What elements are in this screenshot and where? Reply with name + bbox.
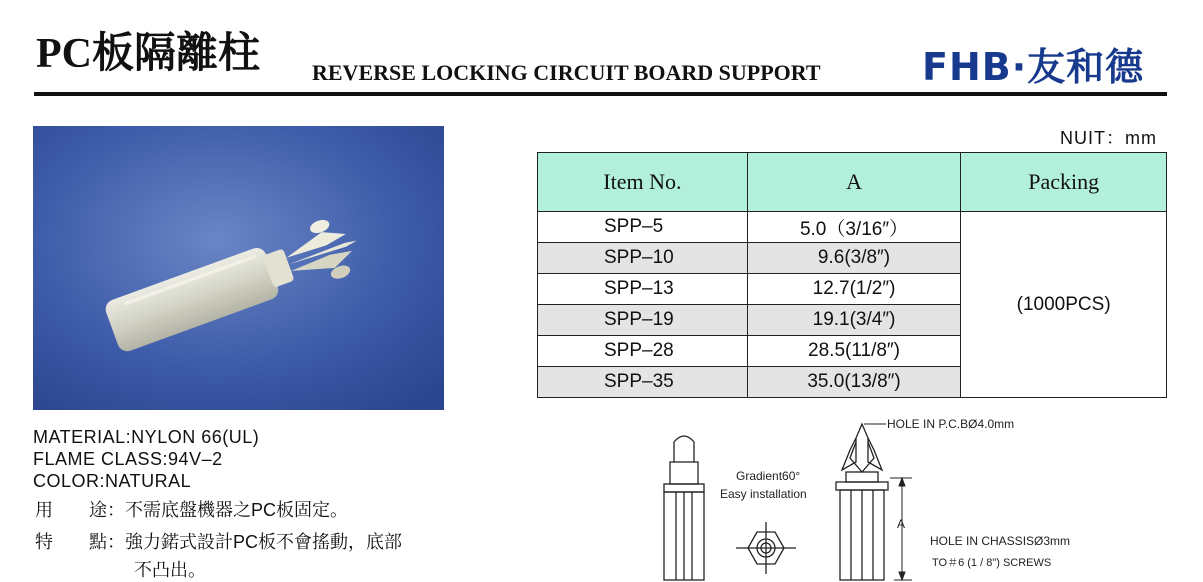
item-cell: SPP–19 bbox=[538, 305, 748, 336]
a-cell: 19.1(3/4″) bbox=[747, 305, 961, 336]
packing-cell: (1000PCS) bbox=[961, 212, 1167, 398]
item-cell: SPP–35 bbox=[538, 367, 748, 398]
a-cell: 5.0（3/16″） bbox=[747, 212, 961, 243]
feature-text-continued: 不凸出。 bbox=[134, 560, 206, 580]
page-title: PC板隔離柱 bbox=[36, 31, 260, 77]
a-cell: 35.0(13/8″) bbox=[747, 367, 961, 398]
table-row bbox=[538, 212, 1167, 243]
table-header-row bbox=[538, 153, 1167, 212]
item-cell: SPP–5 bbox=[538, 212, 748, 243]
feature-text: 強力鍩式設計PC板不會搖動，底部 bbox=[125, 532, 403, 552]
page-subtitle: REVERSE LOCKING CIRCUIT BOARD SUPPORT bbox=[312, 60, 821, 85]
a-cell: 9.6(3/8″) bbox=[747, 243, 961, 274]
side-view-part bbox=[664, 436, 704, 580]
technical-drawing bbox=[650, 412, 1100, 582]
a-cell: 28.5(11/8″) bbox=[747, 336, 961, 367]
material-text: MATERIAL:NYLON 66(UL) bbox=[33, 427, 260, 447]
spec-info bbox=[33, 426, 259, 492]
header-item-no: Item No. bbox=[538, 153, 748, 212]
use-label: 用 途 bbox=[35, 500, 107, 520]
use-text: 不需底盤機器之PC板固定。 bbox=[125, 500, 349, 520]
product-photo bbox=[33, 126, 444, 410]
screws-label: TO＃6 (1 / 8") SCREWS bbox=[932, 557, 1052, 569]
item-cell: SPP–10 bbox=[538, 243, 748, 274]
leader-lines bbox=[864, 424, 912, 580]
color-text: COLOR:NATURAL bbox=[33, 471, 192, 491]
a-cell: 12.7(1/2″) bbox=[747, 274, 961, 305]
gradient-label: Gradient60° bbox=[736, 469, 801, 483]
feature-colon: ： bbox=[107, 532, 125, 552]
header-a: A bbox=[747, 153, 961, 212]
easy-installation-label: Easy installation bbox=[720, 487, 807, 501]
hole-chassis-label: HOLE IN CHASSISØ3mm bbox=[930, 534, 1071, 548]
item-cell: SPP–28 bbox=[538, 336, 748, 367]
dimension-a-label: A bbox=[897, 517, 906, 531]
item-cell: SPP–13 bbox=[538, 274, 748, 305]
unit-label: NUIT：mm bbox=[1060, 128, 1157, 148]
feature-label: 特 點 bbox=[35, 532, 107, 552]
header-packing: Packing bbox=[961, 153, 1167, 212]
installed-part-view bbox=[836, 424, 888, 580]
flame-class-text: FLAME CLASS:94V–2 bbox=[33, 449, 223, 469]
brand-logo: FHB·友和德 bbox=[922, 45, 1145, 89]
hex-top-view bbox=[736, 522, 796, 574]
hole-pcb-label: HOLE IN P.C.BØ4.0mm bbox=[887, 417, 1015, 431]
spec-table bbox=[537, 152, 1167, 398]
header-divider bbox=[34, 92, 1167, 96]
use-colon: ： bbox=[107, 500, 125, 520]
